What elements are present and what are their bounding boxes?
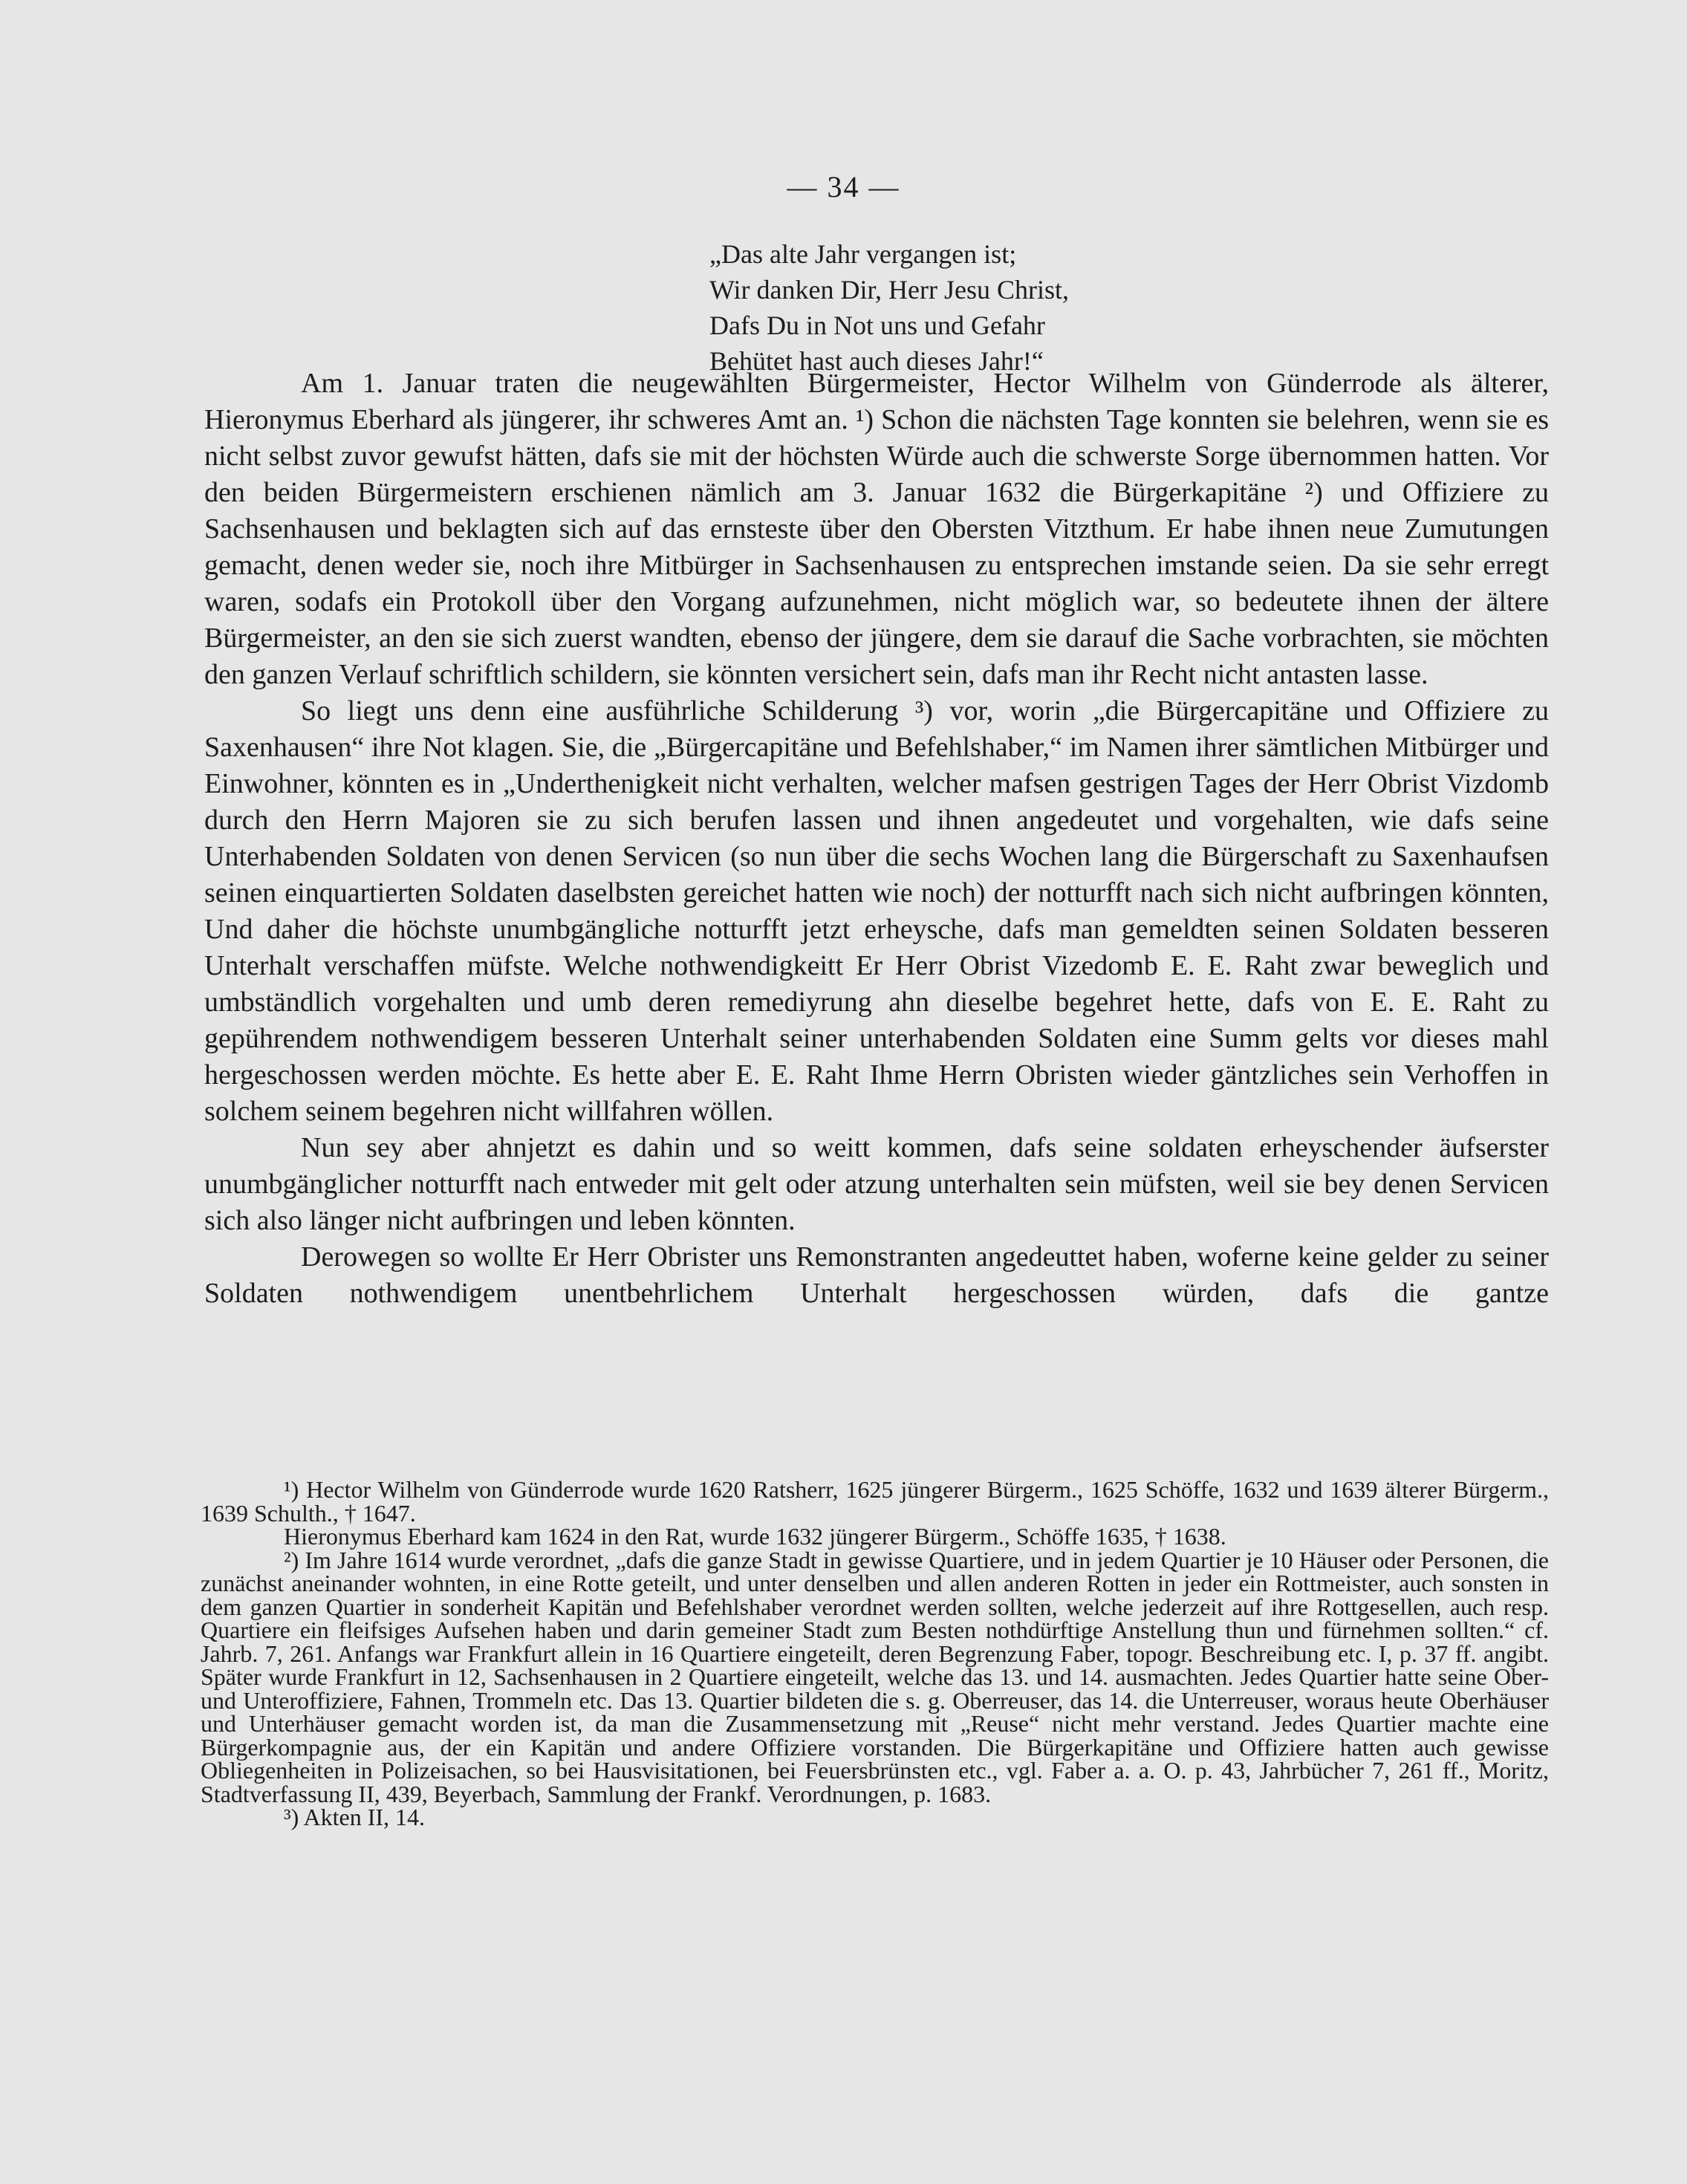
footnote: ³) Akten II, 14.: [284, 1804, 425, 1830]
paragraph: So liegt uns denn eine ausführliche Schilderung ³) vor, worin „die Bürgercapitäne und Offiziere zu Saxenhausen“ ihre Not klagen. Sie, die „Bürgercapitäne und Befehlshaber,“ im Namen ihrer sämtlichen Mitbürger und Einwohner, könnten es in „Underthenigkeit nicht verhalten, welcher mafsen gestrigen Tages der Herr Obrist Vizdomb durch den Herrn Majoren sie zu sich berufen lassen und ihnen angedeutet und vorgehalten, wie dafs seine Unterhabenden Soldaten von denen Servicen (so nun über die sechs Wochen lang die Bürgerschaft zu Saxenhaufsen seinen einquartierten Soldaten daselbsten gereichet hatten wie noch) der notturfft nach sich nicht aufbringen könnten, Und daher die höchste unumbgängliche notturfft jetzt erheysche, dafs man gemeldten seinen Soldaten besseren Unterhalt verschaffen müfste. Welche nothwendigkeitt Er Herr Obrist Vizedomb E. E. Raht zwar beweglich und umbständlich vorgehalten und umb deren remediyrung ahn dieselbe begehret hette, dafs von E. E. Raht zu gepührendem nothwendigem besseren Unterhalt seiner unterhabenden Soldaten eine Summ gelts vor dieses mahl hergeschossen werden möchte. Es hette aber E. E. Raht Ihme Herrn Obristen wieder gäntzliches sein Verhoffen in solchem seinem begehren nicht willfahren wöllen.: [204, 695, 1549, 1127]
footnotes: [201, 1478, 1549, 1830]
paragraph: Derowegen so wollte Er Herr Obrister uns Remonstranten angedeuttet haben, woferne keine gelder zu seiner Soldaten nothwendigem unentbehrlichem Unterhalt hergeschossen würden, dafs die gantze: [204, 1241, 1549, 1309]
footnote: ²) Im Jahre 1614 wurde verordnet, „dafs die ganze Stadt in gewisse Quartiere, und in jedem Quartier je 10 Häuser oder Personen, die zunächst aneinander wohnten, in eine Rotte geteilt, und unter denselben und allen anderen Rotten in jeder ein Rottmeister, auch sonsten in dem ganzen Quartier in sonderheit Kapitän und Befehlshaber verordnet werden sollten, welche jederzeit auf ihre Rottgesellen, auch resp. Quartiere ein fleifsiges Aufsehen haben und darin gemeiner Stadt zum Besten nothdürftige Anstellung thun und fürnehmen sollten.“ cf. Jahrb. 7, 261. Anfangs war Frankfurt allein in 16 Quartiere eingeteilt, deren Begrenzung Faber, topogr. Beschreibung etc. I, p. 37 ff. angibt. Später wurde Frankfurt in 12, Sachsenhausen in 2 Quartiere eingeteilt, welche das 13. und 14. ausmachten. Jedes Quartier hatte seine Ober- und Unteroffiziere, Fahnen, Trommeln etc. Das 13. Quartier bildeten die s. g. Oberreuser, das 14. die Unterreuser, woraus heute Oberhäuser und Unterhäuser gemacht worden ist, da man die Zusammensetzung mit „Reuse“ nicht mehr verstand. Jedes Quartier machte eine Bürgerkompagnie aus, der ein Kapitän und andere Offiziere vorstanden. Die Bürgerkapitäne und Offiziere hatten auch gewisse Obliegenheiten in Polizeisachen, so bei Hausvisitationen, bei Feuersbrünsten etc., vgl. Faber a. a. O. p. 43, Jahrbücher 7, 261 ff., Moritz, Stadtverfassung II, 439, Beyerbach, Sammlung der Frankf. Verordnungen, p. 1683.: [201, 1546, 1549, 1807]
verse-line: Behütet hast auch dieses Jahr!“: [709, 346, 1044, 376]
verse-quote: [709, 236, 1069, 379]
paragraph: Nun sey aber ahnjetzt es dahin und so weitt kommen, dafs seine soldaten erheyschender äufserster unumbgänglicher notturfft nach entweder mit gelt oder atzung unterhalten sein müfsten, weil sie bey denen Servicen sich also länger nicht aufbringen und leben könnten.: [204, 1132, 1549, 1236]
verse-line: Dafs Du in Not uns und Gefahr: [709, 311, 1045, 340]
paragraph: Am 1. Januar traten die neugewählten Bürgermeister, Hector Wilhelm von Günderrode als älterer, Hieronymus Eberhard als jüngerer, ihr schweres Amt an. ¹) Schon die nächsten Tage konnten sie belehren, wenn sie es nicht selbst zuvor gewufst hätten, dafs sie mit der höchsten Würde auch die schwerste Sorge übernommen hatten. Vor den beiden Bürgermeistern erschienen nämlich am 3. Januar 1632 die Bürgerkapitäne ²) und Offiziere zu Sachsenhausen und beklagten sich auf das ernsteste über den Obersten Vitzthum. Er habe ihnen neue Zumutungen gemacht, denen weder sie, noch ihre Mitbürger in Sachsenhausen zu entsprechen imstande seien. Da sie sehr erregt waren, sodafs ein Protokoll über den Vorgang aufzunehmen, nicht möglich war, so bedeutete ihnen der ältere Bürgermeister, an den sie sich zuerst wandten, ebenso der jüngere, dem sie darauf die Sache vorbrachten, sie möchten den ganzen Verlauf schriftlich schildern, sie könnten versichert sein, dafs man ihr Recht nicht antasten lasse.: [204, 368, 1549, 690]
main-text: [204, 365, 1549, 1312]
verse-line: Wir danken Dir, Herr Jesu Christ,: [709, 275, 1069, 305]
page-number: — 34 —: [787, 170, 900, 204]
footnote-continuation: Hieronymus Eberhard kam 1624 in den Rat, wurde 1632 jüngerer Bürgerm., Schöffe 1635, † 1638.: [284, 1523, 1226, 1550]
verse-line: „Das alte Jahr vergangen ist;: [709, 239, 1017, 269]
footnote: ¹) Hector Wilhelm von Günderrode wurde 1620 Ratsherr, 1625 jüngerer Bürgerm., 1625 Schöffe, 1632 und 1639 älterer Bürgerm., 1639 Schulth., † 1647.: [201, 1476, 1549, 1527]
